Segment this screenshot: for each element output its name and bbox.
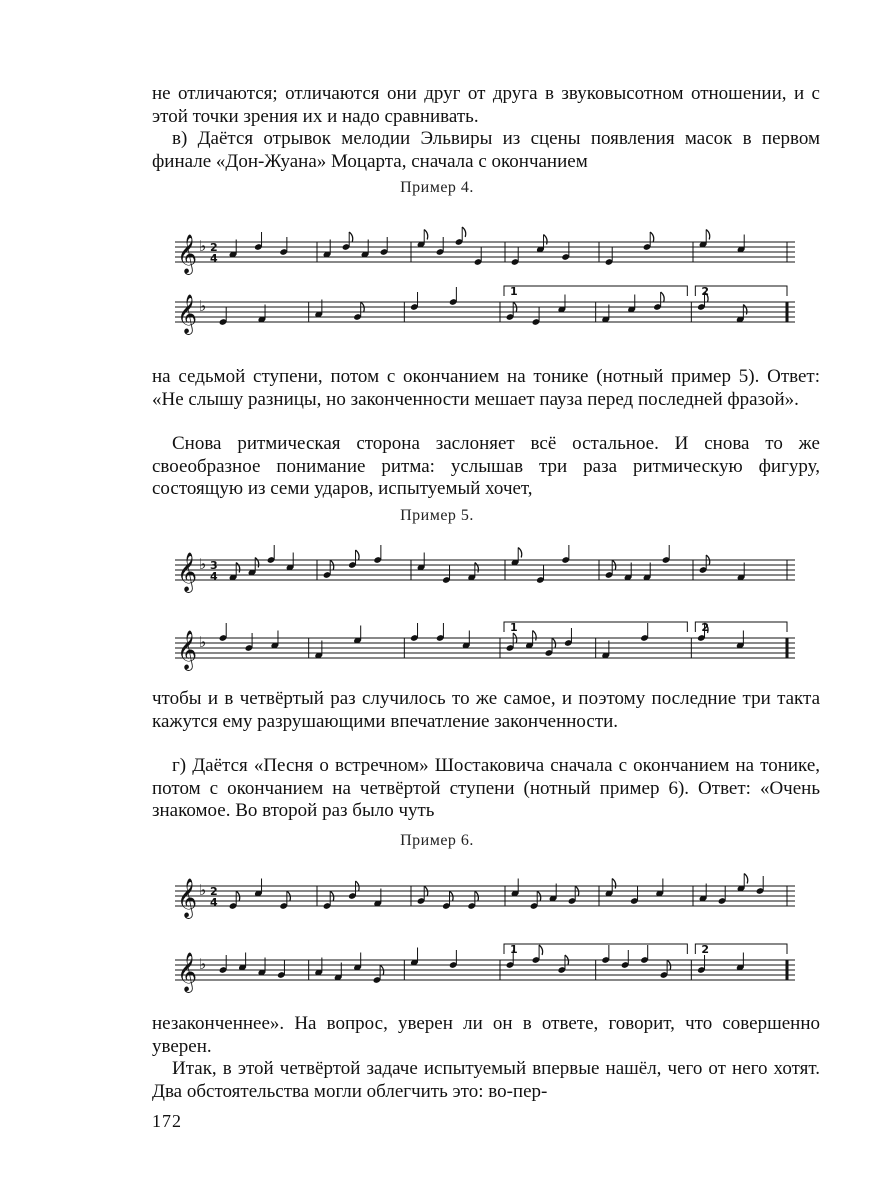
note-flag	[612, 879, 616, 889]
note-flag	[236, 563, 240, 573]
treble-clef-icon: 𝄞	[177, 294, 198, 334]
volta-1-bracket	[504, 944, 687, 954]
time-signature-top: 2	[210, 885, 218, 898]
treble-clef-icon: 𝄞	[177, 952, 198, 992]
flat-key-signature-icon: ♭	[199, 237, 207, 255]
note-flag	[475, 563, 479, 573]
paragraph-3: на седьмой ступени, потом с окончанием на тонике (нотный пример 5). Ответ: «Не слышу разницы, но законченности мешает пауза перед последней фразой».	[152, 366, 820, 410]
flat-key-signature-icon: ♭	[199, 881, 207, 899]
time-signature-top: 3	[210, 559, 218, 572]
paragraph-5: чтобы и в четвёртый раз случилось то же самое, и поэтому последние три такта кажутся ему разрушающими впечатление законченности.	[152, 688, 820, 732]
time-signature-top: 2	[210, 241, 218, 254]
paragraph-1: не отличаются; отличаются они друг от друга в звуковысотном отношении, и с этой точки зрения их и надо сравнивать.	[152, 83, 820, 127]
volta-2-label: 2	[701, 285, 709, 298]
treble-clef-icon: 𝄞	[177, 234, 198, 274]
volta-1-label: 1	[510, 285, 518, 298]
flat-key-signature-icon: ♭	[199, 955, 207, 973]
paragraph-8: Итак, в этой четвёртой задаче испытуемый впервые нашёл, чего от него хотят. Два обстоятельства могли облегчить это: во-пер-	[152, 1058, 820, 1102]
note-flag	[650, 232, 654, 242]
note-flag	[544, 235, 548, 245]
example-4-staff-1	[175, 232, 795, 272]
example-6-staff-1	[175, 876, 795, 916]
note-flag	[661, 292, 665, 302]
volta-1-bracket	[504, 622, 687, 632]
volta-2-bracket	[695, 622, 787, 632]
paragraph-6: г) Даётся «Песня о встречном» Шостаковича сначала с окончанием на тонике, потом с окончанием на четвёртой ступени (нотный пример 6). Ответ: «Очень знакомое. Во второй раз было чуть	[152, 755, 820, 821]
volta-2-bracket	[695, 286, 787, 296]
note-flag	[533, 631, 537, 641]
example-5-staff-1	[175, 550, 795, 590]
note-flag	[462, 227, 466, 237]
flat-key-signature-icon: ♭	[199, 555, 207, 573]
example-4-staff-2	[175, 285, 795, 334]
note-flag	[743, 305, 747, 315]
time-signature-bottom: 4	[210, 896, 218, 909]
paragraph-4: Снова ритмическая сторона заслоняет всё остальное. И снова то же своеобразное понимание ритма: услышав три раза ритмическую фигуру, состоящую из семи ударов, испытуемый хочет,	[152, 433, 820, 499]
volta-1-bracket	[504, 286, 687, 296]
flat-key-signature-icon: ♭	[199, 633, 207, 651]
note-flag	[424, 230, 428, 240]
treble-clef-icon: 𝄞	[177, 878, 198, 918]
treble-clef-icon: 𝄞	[177, 552, 198, 592]
note-flag	[744, 874, 748, 884]
volta-2-bracket	[695, 944, 787, 954]
flat-key-signature-icon: ♭	[199, 297, 207, 315]
note-flag	[706, 230, 710, 240]
volta-2-label: 2	[701, 621, 709, 634]
example-6-caption: Пример 6.	[400, 832, 474, 849]
time-signature-bottom: 4	[210, 570, 218, 583]
page-number: 172	[152, 1111, 182, 1131]
volta-1-label: 1	[510, 943, 518, 956]
note-flag	[255, 558, 259, 568]
note-flag	[539, 945, 543, 955]
time-signature-bottom: 4	[210, 252, 218, 265]
paragraph-7: незаконченнее». На вопрос, уверен ли он в ответе, говорит, что совершенно уверен.	[152, 1013, 820, 1057]
example-5-staff-2	[175, 621, 795, 670]
note-flag	[356, 550, 360, 560]
treble-clef-icon: 𝄞	[177, 630, 198, 670]
note-flag	[518, 548, 522, 558]
example-5-caption: Пример 5.	[400, 507, 474, 524]
volta-1-label: 1	[510, 621, 518, 634]
note-flag	[349, 232, 353, 242]
volta-2-label: 2	[701, 943, 709, 956]
example-6-staff-2	[175, 943, 795, 992]
example-4-caption: Пример 4.	[400, 179, 474, 196]
paragraph-2: в) Даётся отрывок мелодии Эльвиры из сцены появления масок в первом финале «Дон-Жуана» Моцарта, сначала с окончанием	[152, 128, 820, 172]
